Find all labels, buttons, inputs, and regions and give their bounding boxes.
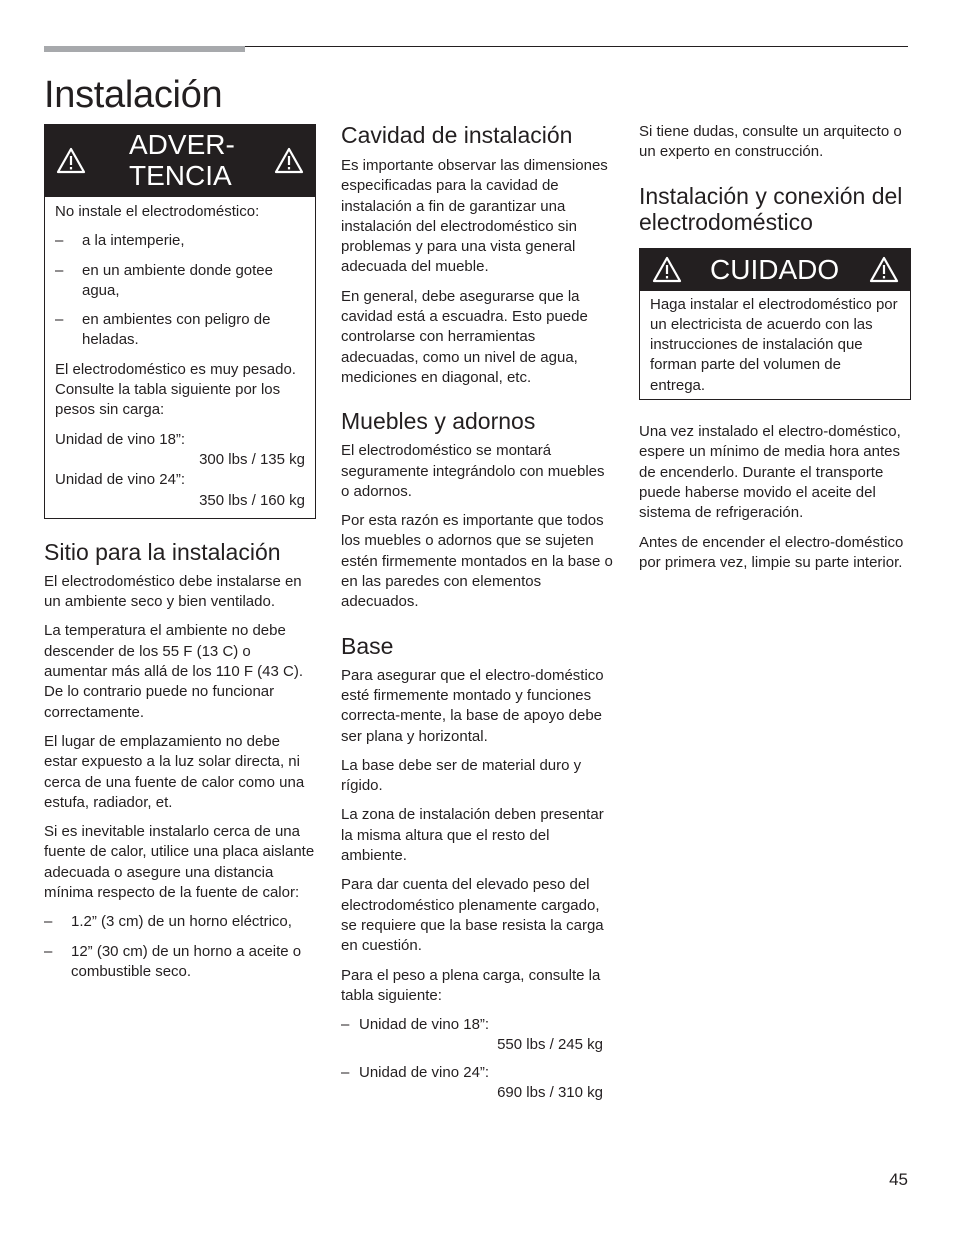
paragraph: Por esta razón es importante que todos los muebles o adornos que se sujeten estén firmemente montados en la base o en las paredes con elementos adecuados. [341, 512, 613, 611]
section-heading-cavidad: Cavidad de instalación [341, 122, 573, 148]
caution-text: Haga instalar el electrodoméstico por un electricista de acuerdo con las instrucciones de instalación que forman parte del volumen de entrega. [650, 295, 898, 394]
warning-weight-text: El electrodoméstico es muy pesado. Consulte la tabla siguiente por los pesos sin carga: [55, 360, 296, 419]
caution-box [639, 248, 911, 400]
paragraph: La zona de instalación deben presentar la misma altura que el resto del ambiente. [341, 806, 604, 865]
column-right [639, 122, 911, 582]
paragraph: El electrodoméstico se montará seguramente integrándolo con muebles o adornos. [341, 442, 605, 500]
warning-triangle-icon [652, 256, 682, 283]
paragraph: Si tiene dudas, consulte un arquitecto o un experto en construcción. [639, 123, 902, 161]
section-heading-muebles: Muebles y adornos [341, 408, 536, 435]
paragraph: Una vez instalado el electro-doméstico, espere un mínimo de media hora antes de encenderlo. Durante el transporte puede haberse movido el aceite del sistema de refrigeración. [639, 423, 901, 522]
warning-box-header [45, 125, 315, 197]
caution-title: CUIDADO [710, 253, 840, 285]
warning-intro: No instale el electrodoméstico: [55, 203, 260, 220]
weight-label: Unidad de vino 18”: [55, 430, 186, 448]
list-item: – Unidad de vino 24”: [341, 1063, 490, 1081]
paragraph: Antes de encender el electro-doméstico por primera vez, limpie su parte interior. [639, 533, 904, 571]
warning-title [129, 129, 235, 191]
weight-value: 550 lbs / 245 kg [497, 1036, 603, 1054]
section-heading-base: Base [341, 632, 394, 659]
list-item: – a la intemperie, [55, 232, 185, 250]
paragraph: La temperatura el ambiente no debe descender de los 55 F (13 C) o aumentar más allá de los 110 F (43 C). De lo contrario puede no funcionar correctamente. [44, 622, 304, 721]
column-left [44, 124, 316, 991]
list-item: – en un ambiente donde gotee agua, [55, 261, 273, 299]
list-item: – 12” (30 cm) de un horno a aceite o combustible seco. [44, 942, 302, 980]
list-item: – en ambientes con peligro de heladas. [55, 311, 271, 349]
caution-box-body [640, 291, 910, 399]
paragraph: Para dar cuenta del elevado peso del electrodoméstico plenamente cargado, se requiere que la base resista la carga en cuestión. [341, 876, 604, 955]
paragraph: Para el peso a plena carga, consulte la tabla siguiente: [341, 966, 601, 1004]
column-middle [341, 122, 616, 1103]
list-item: – Unidad de vino 18”: [341, 1016, 490, 1034]
page-number: 45 [889, 1170, 908, 1189]
warning-title-line1: ADVER- [129, 129, 235, 160]
paragraph: Si es inevitable instalarlo cerca de una fuente de calor, utilice una placa aislante adecuada o asegure una distancia mínima respecto de la fuente de calor: [44, 823, 315, 902]
weight-value: 350 lbs / 160 kg [199, 491, 305, 509]
list-item: – 1.2” (3 cm) de un horno eléctrico, [44, 913, 292, 931]
weight-value: 300 lbs / 135 kg [199, 450, 305, 468]
header-rule-accent [44, 46, 245, 52]
warning-title-line2: TENCIA [129, 160, 232, 191]
paragraph: El electrodoméstico debe instalarse en un ambiente seco y bien ventilado. [44, 572, 302, 611]
warning-triangle-icon [274, 147, 304, 174]
paragraph: Para asegurar que el electro-doméstico esté firmemente montado y funciones correcta-mente, la base de apoyo debe ser plana y horizontal. [341, 666, 604, 745]
paragraph: El lugar de emplazamiento no debe estar expuesto a la luz solar directa, ni cerca de una fuente de calor como una estufa, radiador, et. [44, 732, 305, 811]
section-heading-sitio: Sitio para la instalación [44, 538, 281, 565]
paragraph: Es importante observar las dimensiones especificadas para la cavidad de instalación a fin de garantizar una instalación del electrodoméstico sin problemas y para una vista general adecuada del mueble. [341, 157, 608, 276]
paragraph: En general, debe asegurarse que la cavidad está a escuadra. Esto puede controlarse con herramientas adecuadas, como un nivel de agua, mediciones en diagonal, etc. [341, 287, 588, 386]
warning-box-body [45, 197, 315, 518]
paragraph: La base debe ser de material duro y rígido. [341, 756, 582, 795]
caution-box-header [640, 249, 910, 291]
weight-value: 690 lbs / 310 kg [497, 1083, 603, 1101]
warning-triangle-icon [869, 256, 899, 283]
header-rule [245, 46, 908, 47]
page-title: Instalación [44, 74, 223, 116]
warning-triangle-icon [56, 147, 86, 174]
weight-label: Unidad de vino 24”: [55, 471, 186, 489]
warning-box [44, 124, 316, 519]
section-heading-conexion: Instalación y conexión del electrodoméstico [639, 182, 903, 235]
